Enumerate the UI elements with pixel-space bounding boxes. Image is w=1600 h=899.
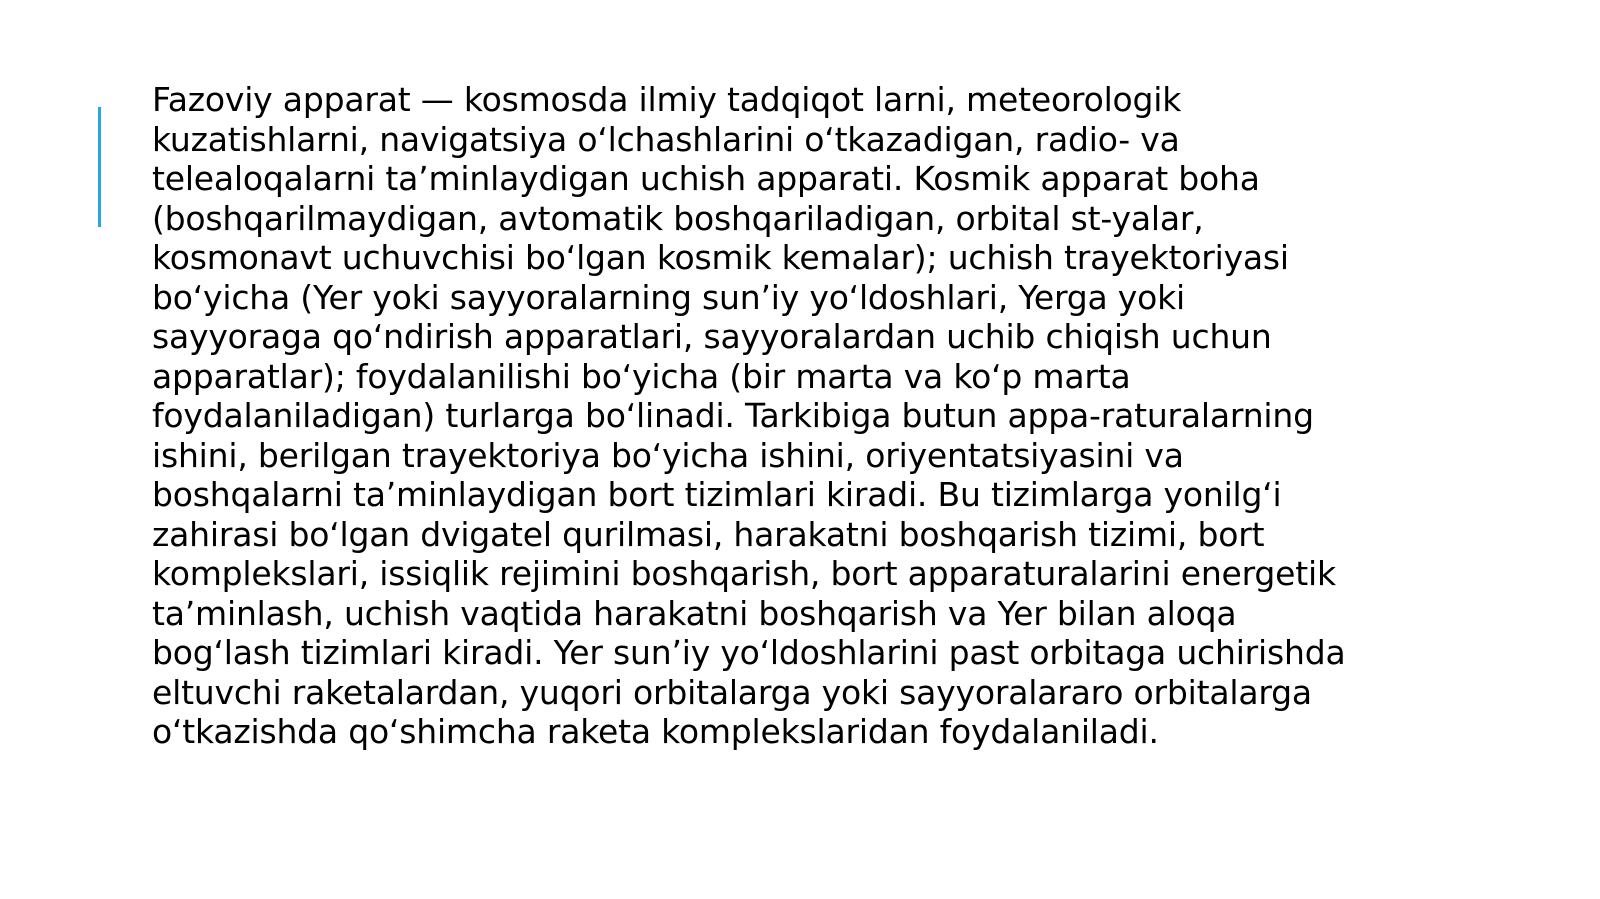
accent-bar [98, 107, 101, 227]
text-line: sayyoraga qo‘ndirish apparatlari, sayyoralardan uchib chiqish uchun [152, 317, 1272, 356]
text-line: kuzatishlarni, navigatsiya o‘lchashlarini o‘tkazadigan, radio- va [152, 119, 1180, 159]
text-line: o‘tkazishda qo‘shimcha raketa komplekslaridan foydalaniladi. [152, 712, 1159, 751]
text-line: Fazoviy apparat — kosmosda ilmiy tadqiqot larni, meteorologik [152, 80, 1182, 119]
text-line: apparatlar); foydalanilishi bo‘yicha (bir marta va ko‘p marta [152, 356, 1131, 396]
text-line: ta’minlash, uchish vaqtida harakatni boshqarish va Yer bilan aloqa [152, 593, 1237, 633]
text-line: zahirasi bo‘lgan dvigatel qurilmasi, harakatni boshqarish tizimi, bort [152, 514, 1265, 554]
text-line: kosmonavt uchuvchisi bo‘lgan kosmik kemalar); uchish trayektoriyasi [152, 238, 1289, 277]
text-line: boshqalarni ta’minlaydigan bort tizimlari kiradi. Bu tizimlarga yonilg‘i [152, 475, 1282, 514]
text-line: bog‘lash tizimlari kiradi. Yer sun’iy yo‘ldoshlarini past orbitaga uchirishda [152, 633, 1346, 672]
text-line: ishini, berilgan trayektoriya bo‘yicha ishini, oriyentatsiyasini va [152, 435, 1184, 475]
text-line: komplekslari, issiqlik rejimini boshqarish, bort apparaturalarini energetik [152, 554, 1336, 593]
text-line: (boshqarilmaydigan, avtomatik boshqariladigan, orbital st-yalar, [152, 198, 1204, 238]
slide-body-text [152, 80, 1417, 752]
text-line: eltuvchi raketalardan, yuqori orbitalarga yoki sayyoralararo orbitalarga [152, 672, 1312, 712]
text-line: foydalaniladigan) turlarga bo‘linadi. Tarkibiga butun appa-raturalarning [152, 396, 1314, 435]
text-line: telealoqalarni ta’minlaydigan uchish apparati. Kosmik apparat boha [152, 159, 1260, 198]
text-line: bo‘yicha (Yer yoki sayyoralarning sun’iy yo‘ldoshlari, Yerga yoki [152, 277, 1186, 317]
